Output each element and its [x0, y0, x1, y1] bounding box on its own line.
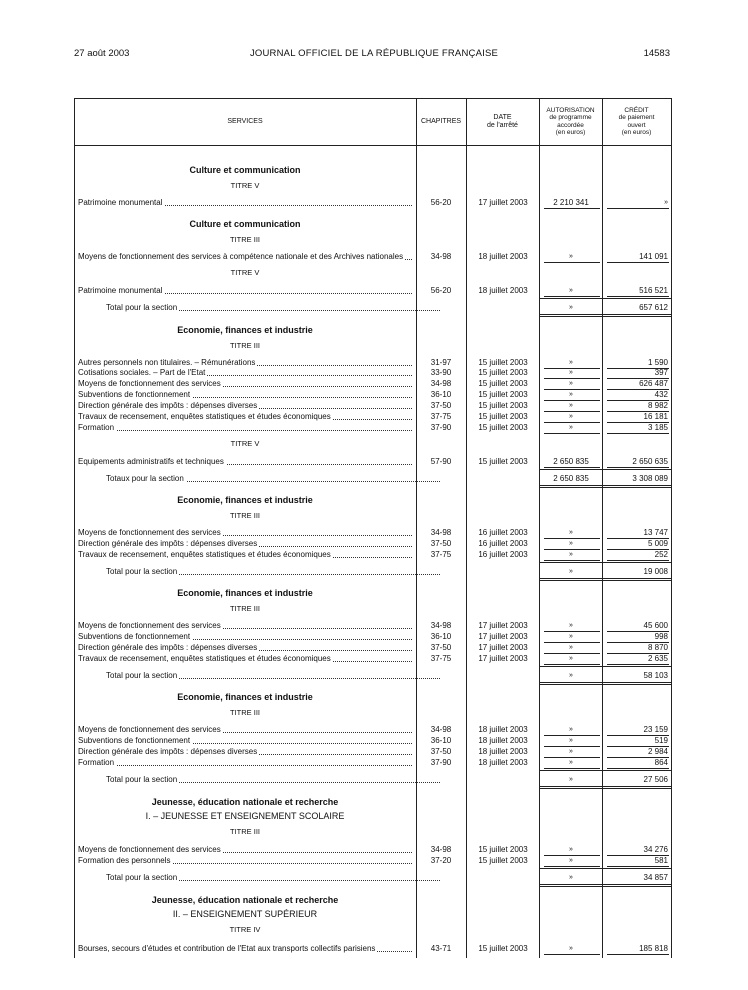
autorisation-cell: »: [569, 287, 573, 294]
chapitre-cell: 33-90: [430, 368, 452, 377]
date-cell: 15 juillet 2003: [478, 845, 528, 854]
amount-underline: [607, 954, 669, 955]
row-label-text: Moyens de fonctionnement des services: [78, 725, 221, 734]
date-cell: 15 juillet 2003: [478, 944, 528, 953]
row-label-text: Subventions de fonctionnement: [78, 736, 191, 745]
table-row: [74, 527, 672, 538]
table-row: [74, 631, 672, 642]
credit-cell: 19 008: [643, 567, 668, 576]
subsection-heading: I. – JEUNESSE ET ENSEIGNEMENT SCOLAIRE: [145, 811, 345, 821]
table-row: [74, 724, 672, 735]
total-rule: [539, 314, 602, 315]
row-label-text: Total pour la section: [106, 303, 178, 312]
total-rule: [539, 578, 602, 579]
autorisation-cell: »: [569, 759, 573, 766]
table-row: [74, 422, 672, 433]
autorisation-cell: »: [569, 622, 573, 629]
date-cell: 15 juillet 2003: [478, 368, 528, 377]
row-label: [78, 456, 412, 467]
column-header-chapitres: CHAPITRES: [420, 117, 462, 125]
credit-cell: 626 487: [639, 379, 668, 388]
chapitre-cell: 37-90: [430, 758, 452, 767]
chapitre-cell: 37-50: [430, 539, 452, 548]
titre-heading: TITRE III: [230, 341, 260, 350]
autorisation-cell: »: [569, 846, 573, 853]
row-label: [106, 302, 440, 313]
row-label: [78, 724, 412, 735]
credit-cell: 252: [654, 550, 668, 559]
table-row: [74, 844, 672, 855]
credit-cell: 8 982: [647, 401, 668, 410]
amount-underline: [544, 768, 600, 769]
total-rule: [602, 316, 671, 317]
chapitre-cell: 34-98: [430, 725, 452, 734]
total-row: [74, 774, 672, 785]
total-row: [74, 473, 672, 484]
chapitre-cell: 37-50: [430, 747, 452, 756]
row-label-text: Total pour la section: [106, 873, 178, 882]
chapitre-cell: 37-75: [430, 412, 452, 421]
table-row: [74, 285, 672, 296]
total-rule: [602, 770, 671, 771]
credit-cell: 864: [654, 758, 668, 767]
chapitre-cell: 56-20: [430, 198, 452, 207]
total-rule: [539, 485, 602, 486]
date-cell: 18 juillet 2003: [478, 286, 528, 295]
amount-underline: [544, 467, 600, 468]
titre-heading: TITRE III: [230, 708, 260, 717]
table-row: [74, 538, 672, 549]
total-rule: [602, 884, 671, 885]
credit-cell: 998: [654, 632, 668, 641]
table-row: [74, 549, 672, 560]
page-number: 14583: [643, 48, 670, 59]
credit-cell: 185 818: [639, 944, 668, 953]
total-rule: [602, 485, 671, 486]
credit-cell: 34 276: [643, 845, 668, 854]
section-heading: Economie, finances et industrie: [177, 692, 313, 702]
autorisation-cell: »: [569, 369, 573, 376]
date-cell: 16 juillet 2003: [478, 539, 528, 548]
autorisation-cell: »: [569, 748, 573, 755]
date-cell: 17 juillet 2003: [478, 632, 528, 641]
row-label-text: Equipements administratifs et techniques: [78, 457, 224, 466]
chapitre-cell: 34-98: [430, 528, 452, 537]
total-rule: [539, 886, 602, 887]
date-cell: 15 juillet 2003: [478, 423, 528, 432]
total-row: [74, 302, 672, 313]
autorisation-cell: »: [569, 874, 573, 881]
credit-cell: 27 506: [643, 775, 668, 784]
credit-cell: 397: [654, 368, 668, 377]
row-label: [106, 473, 440, 484]
total-rule: [602, 562, 671, 563]
autorisation-cell: 2 650 835: [553, 474, 589, 483]
credit-cell: 5 009: [647, 539, 668, 548]
chapitre-cell: 37-75: [430, 550, 452, 559]
table-row: [74, 757, 672, 768]
date-cell: 18 juillet 2003: [478, 736, 528, 745]
row-label: [78, 549, 412, 560]
date-cell: 15 juillet 2003: [478, 457, 528, 466]
total-rule: [539, 868, 602, 869]
row-label-text: Formation: [78, 758, 115, 767]
row-label-text: Formation des personnels: [78, 856, 171, 865]
column-header-autorisation: AUTORISATION de programme accordée (en euros): [546, 106, 595, 136]
table-body: [74, 98, 672, 958]
credit-cell: 516 521: [639, 286, 668, 295]
date-cell: 15 juillet 2003: [478, 390, 528, 399]
date-cell: 17 juillet 2003: [478, 198, 528, 207]
titre-heading: TITRE III: [230, 604, 260, 613]
row-label-text: Moyens de fonctionnement des services à compétence nationale et des Archives nationales: [78, 252, 404, 261]
row-label: [78, 757, 412, 768]
date-cell: 15 juillet 2003: [478, 856, 528, 865]
amount-underline: [607, 560, 669, 561]
row-label-text: Direction générale des impôts : dépenses diverses: [78, 539, 258, 548]
credit-cell: 8 870: [647, 643, 668, 652]
section-heading: Economie, finances et industrie: [177, 495, 313, 505]
total-rule: [602, 298, 671, 299]
total-rule: [539, 562, 602, 563]
titre-heading: TITRE III: [230, 827, 260, 836]
total-rule: [539, 770, 602, 771]
autorisation-cell: »: [569, 644, 573, 651]
titre-heading: TITRE III: [230, 511, 260, 520]
amount-underline: [607, 262, 669, 263]
total-rule: [539, 298, 602, 299]
chapitre-cell: 34-98: [430, 845, 452, 854]
row-label: [78, 251, 412, 262]
total-rule: [602, 868, 671, 869]
row-label-text: Subventions de fonctionnement: [78, 632, 191, 641]
amount-underline: [544, 296, 600, 297]
autorisation-cell: »: [569, 633, 573, 640]
date-cell: 18 juillet 2003: [478, 252, 528, 261]
row-label: [106, 872, 440, 883]
table-row: [74, 251, 672, 262]
chapitre-cell: 34-98: [430, 379, 452, 388]
autorisation-cell: »: [569, 304, 573, 311]
row-label: [106, 774, 440, 785]
total-rule: [539, 666, 602, 667]
row-label: [78, 855, 412, 866]
row-label-text: Direction générale des impôts : dépenses diverses: [78, 643, 258, 652]
total-rule: [602, 469, 671, 470]
date-cell: 18 juillet 2003: [478, 758, 528, 767]
table-row: [74, 735, 672, 746]
chapitre-cell: 31-97: [430, 358, 452, 367]
amount-underline: [607, 467, 669, 468]
column-header-date: DATE de l'arrêté: [487, 113, 518, 129]
row-label-text: Formation: [78, 423, 115, 432]
credit-cell: 432: [654, 390, 668, 399]
row-label: [78, 197, 412, 208]
row-label-text: Autres personnels non titulaires. – Rémunérations: [78, 358, 256, 367]
autorisation-cell: »: [569, 529, 573, 536]
total-rule: [602, 487, 671, 488]
table-row: [74, 197, 672, 208]
chapitre-cell: 37-20: [430, 856, 452, 865]
date-cell: 15 juillet 2003: [478, 412, 528, 421]
autorisation-cell: »: [569, 945, 573, 952]
credit-cell: 58 103: [643, 671, 668, 680]
titre-heading: TITRE III: [230, 235, 260, 244]
date-cell: 17 juillet 2003: [478, 621, 528, 630]
row-label-text: Direction générale des impôts : dépenses diverses: [78, 401, 258, 410]
chapitre-cell: 43-71: [430, 944, 452, 953]
row-label-text: Total pour la section: [106, 775, 178, 784]
titre-heading: TITRE V: [230, 181, 260, 190]
chapitre-cell: 34-98: [430, 252, 452, 261]
section-heading: Jeunesse, éducation nationale et recherche: [151, 797, 339, 807]
total-row: [74, 670, 672, 681]
credits-table: [74, 98, 672, 958]
row-label-text: Patrimoine monumental: [78, 198, 163, 207]
section-heading: Economie, finances et industrie: [177, 588, 313, 598]
chapitre-cell: 34-98: [430, 621, 452, 630]
table-row: [74, 642, 672, 653]
table-row: [74, 943, 672, 954]
date-cell: 15 juillet 2003: [478, 379, 528, 388]
total-rule: [602, 666, 671, 667]
credit-cell: 581: [654, 856, 668, 865]
credit-cell: »: [664, 199, 668, 206]
credit-cell: 3 185: [647, 423, 668, 432]
date-cell: 16 juillet 2003: [478, 550, 528, 559]
autorisation-cell: »: [569, 655, 573, 662]
autorisation-cell: »: [569, 413, 573, 420]
total-rule: [539, 580, 602, 581]
section-heading: Jeunesse, éducation nationale et recherche: [151, 895, 339, 905]
credit-cell: 45 600: [643, 621, 668, 630]
date-cell: 15 juillet 2003: [478, 358, 528, 367]
amount-underline: [607, 768, 669, 769]
row-label: [78, 527, 412, 538]
total-rule: [539, 788, 602, 789]
table-row: [74, 400, 672, 411]
total-rule: [602, 682, 671, 683]
autorisation-cell: »: [569, 402, 573, 409]
section-heading: Culture et communication: [189, 165, 301, 175]
row-label: [78, 620, 412, 631]
amount-underline: [607, 664, 669, 665]
autorisation-cell: »: [569, 253, 573, 260]
table-row: [74, 855, 672, 866]
amount-underline: [544, 954, 600, 955]
total-rule: [539, 316, 602, 317]
credit-cell: 34 857: [643, 873, 668, 882]
subsection-heading: II. – ENSEIGNEMENT SUPÉRIEUR: [172, 909, 318, 919]
chapitre-cell: 36-10: [430, 736, 452, 745]
row-label: [106, 566, 440, 577]
row-label: [78, 943, 412, 954]
credit-cell: 2 650 635: [632, 457, 668, 466]
row-label-text: Patrimoine monumental: [78, 286, 163, 295]
date-cell: 18 juillet 2003: [478, 725, 528, 734]
section-heading: Culture et communication: [189, 219, 301, 229]
table-row: [74, 378, 672, 389]
row-label: [78, 389, 412, 400]
row-label: [78, 844, 412, 855]
table-row: [74, 411, 672, 422]
row-label-text: Totaux pour la section: [106, 474, 184, 483]
autorisation-cell: »: [569, 359, 573, 366]
credit-cell: 16 181: [643, 412, 668, 421]
table-row: [74, 620, 672, 631]
total-rule: [602, 578, 671, 579]
row-label: [78, 422, 412, 433]
amount-underline: [607, 208, 669, 209]
autorisation-cell: 2 210 341: [553, 198, 589, 207]
row-label: [106, 670, 440, 681]
row-label-text: Travaux de recensement, enquêtes statistiques et études économiques: [78, 550, 331, 559]
total-row: [74, 566, 672, 577]
table-row: [74, 653, 672, 664]
amount-underline: [607, 433, 669, 434]
credit-cell: 519: [654, 736, 668, 745]
amount-underline: [544, 208, 600, 209]
date-cell: 18 juillet 2003: [478, 747, 528, 756]
row-label: [78, 285, 412, 296]
row-label: [78, 746, 412, 757]
column-header-services: SERVICES: [227, 117, 263, 125]
row-label-text: Travaux de recensement, enquêtes statistiques et études économiques: [78, 412, 331, 421]
row-label-text: Total pour la section: [106, 567, 178, 576]
row-label: [78, 367, 412, 378]
table-row: [74, 746, 672, 757]
total-rule: [602, 684, 671, 685]
autorisation-cell: »: [569, 857, 573, 864]
row-label-text: Total pour la section: [106, 671, 178, 680]
credit-cell: 3 308 089: [632, 474, 668, 483]
chapitre-cell: 37-50: [430, 401, 452, 410]
total-rule: [602, 788, 671, 789]
autorisation-cell: »: [569, 726, 573, 733]
row-label-text: Cotisations sociales. – Part de l'Etat: [78, 368, 206, 377]
titre-heading: TITRE IV: [229, 925, 261, 934]
row-label: [78, 653, 412, 664]
date-cell: 15 juillet 2003: [478, 401, 528, 410]
leader-dots: [78, 765, 412, 766]
chapitre-cell: 36-10: [430, 632, 452, 641]
row-label: [78, 538, 412, 549]
titre-heading: TITRE V: [230, 439, 260, 448]
header-date: 27 août 2003: [74, 48, 130, 59]
total-rule: [539, 684, 602, 685]
autorisation-cell: »: [569, 391, 573, 398]
date-cell: 16 juillet 2003: [478, 528, 528, 537]
amount-underline: [607, 296, 669, 297]
leader-dots: [78, 430, 412, 431]
autorisation-cell: »: [569, 551, 573, 558]
row-label-text: Moyens de fonctionnement des services: [78, 845, 221, 854]
credit-cell: 1 590: [647, 358, 668, 367]
date-cell: 17 juillet 2003: [478, 643, 528, 652]
credit-cell: 2 984: [647, 747, 668, 756]
row-label: [78, 631, 412, 642]
row-label-text: Moyens de fonctionnement des services: [78, 621, 221, 630]
row-label-text: Moyens de fonctionnement des services: [78, 379, 221, 388]
credit-cell: 23 159: [643, 725, 668, 734]
amount-underline: [544, 262, 600, 263]
total-rule: [539, 469, 602, 470]
row-label: [78, 400, 412, 411]
amount-underline: [544, 560, 600, 561]
autorisation-cell: »: [569, 737, 573, 744]
chapitre-cell: 57-90: [430, 457, 452, 466]
row-label-text: Travaux de recensement, enquêtes statistiques et études économiques: [78, 654, 331, 663]
autorisation-cell: »: [569, 540, 573, 547]
autorisation-cell: »: [569, 380, 573, 387]
amount-underline: [607, 866, 669, 867]
header-title: JOURNAL OFFICIEL DE LA RÉPUBLIQUE FRANÇAISE: [249, 48, 499, 59]
table-row: [74, 456, 672, 467]
table-row: [74, 389, 672, 400]
autorisation-cell: »: [569, 568, 573, 575]
total-rule: [602, 886, 671, 887]
date-cell: 17 juillet 2003: [478, 654, 528, 663]
chapitre-cell: 37-75: [430, 654, 452, 663]
row-label-text: Moyens de fonctionnement des services: [78, 528, 221, 537]
credit-cell: 2 635: [647, 654, 668, 663]
credit-cell: 141 091: [639, 252, 668, 261]
row-label: [78, 378, 412, 389]
amount-underline: [544, 866, 600, 867]
total-rule: [602, 580, 671, 581]
titre-heading: TITRE V: [230, 268, 260, 277]
row-label-text: Direction générale des impôts : dépenses diverses: [78, 747, 258, 756]
total-rule: [539, 487, 602, 488]
chapitre-cell: 56-20: [430, 286, 452, 295]
autorisation-cell: »: [569, 776, 573, 783]
row-label: [78, 735, 412, 746]
table-row: [74, 367, 672, 378]
chapitre-cell: 37-90: [430, 423, 452, 432]
row-label-text: Bourses, secours d'études et contribution de l'Etat aux transports collectifs parisiens: [78, 944, 376, 953]
credit-cell: 13 747: [643, 528, 668, 537]
column-header-credit: CRÉDIT de paiement ouvert (en euros): [618, 106, 655, 136]
amount-underline: [544, 664, 600, 665]
amount-underline: [544, 433, 600, 434]
total-rule: [602, 314, 671, 315]
chapitre-cell: 37-50: [430, 643, 452, 652]
total-row: [74, 872, 672, 883]
credit-cell: 657 612: [639, 303, 668, 312]
total-rule: [539, 682, 602, 683]
autorisation-cell: »: [569, 672, 573, 679]
row-label: [78, 642, 412, 653]
total-rule: [539, 884, 602, 885]
row-label: [78, 411, 412, 422]
autorisation-cell: 2 650 835: [553, 457, 589, 466]
section-heading: Economie, finances et industrie: [177, 325, 313, 335]
autorisation-cell: »: [569, 424, 573, 431]
chapitre-cell: 36-10: [430, 390, 452, 399]
total-rule: [539, 786, 602, 787]
total-rule: [602, 786, 671, 787]
row-label-text: Subventions de fonctionnement: [78, 390, 191, 399]
